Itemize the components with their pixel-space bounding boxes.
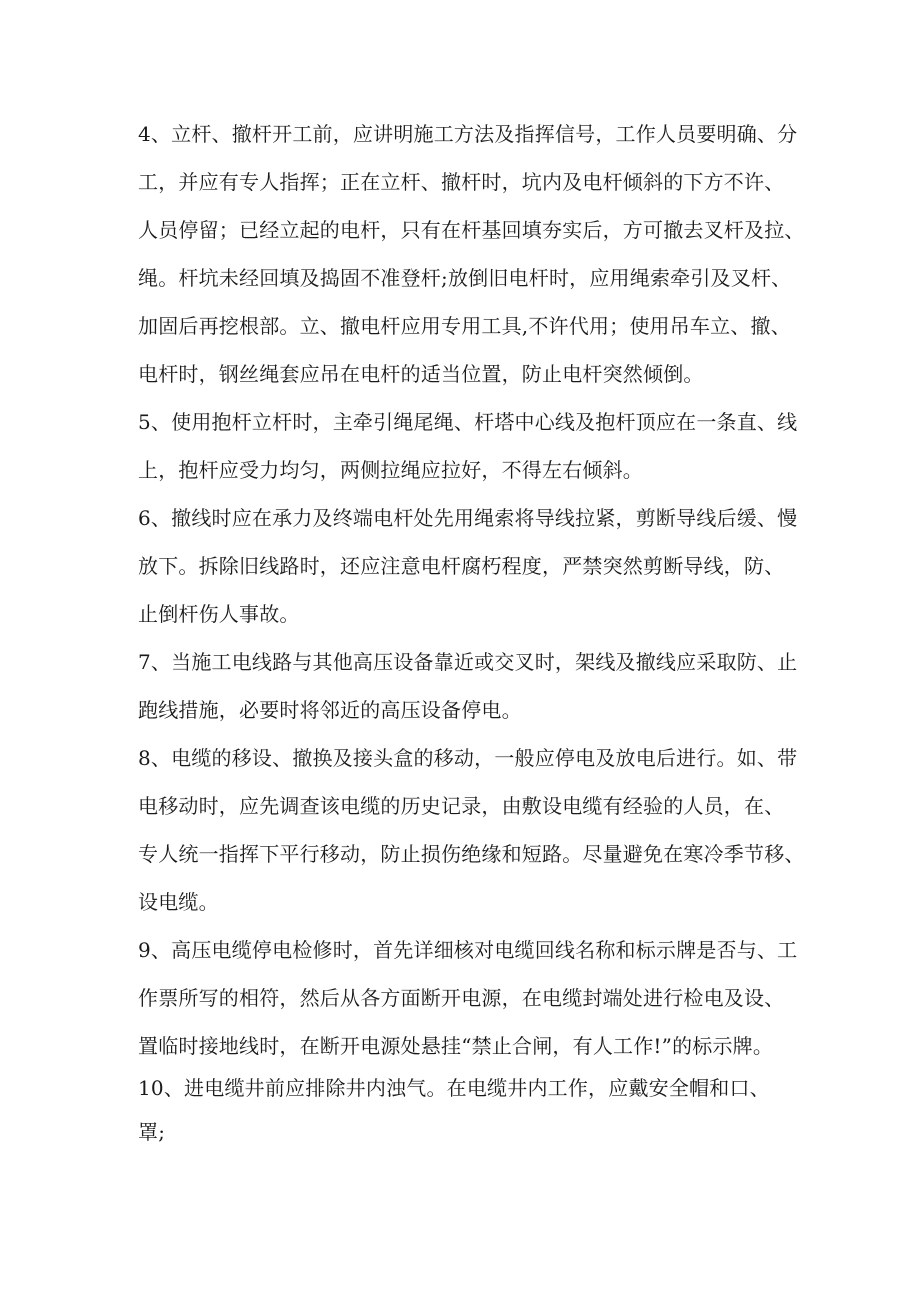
text-line: 4、立杆、撤杆开工前，应讲明施工方法及指挥信号，工作人员要明确、分: [138, 122, 798, 146]
text-line: 放下。拆除旧线路时，还应注意电杆腐朽程度，严禁突然剪断导线，防、: [138, 554, 785, 578]
text-line: 9、高压电缆停电检修时，首先详细核对电缆回线名称和标示牌是否与、工: [138, 938, 798, 962]
text-line: 罩;: [138, 1120, 166, 1144]
text-line: 跑线措施，必要时将邻近的高压设备停电。: [138, 698, 522, 722]
text-line: 设电缆。: [138, 890, 219, 914]
text-line: 6、撤线时应在承力及终端电杆处先用绳索将导线拉紧，剪断导线后缓、慢: [138, 506, 798, 530]
text-line: 作票所写的相符，然后从各方面断开电源，在电缆封端处进行检电及设、: [138, 986, 785, 1010]
text-line: 7、当施工电线路与其他高压设备靠近或交叉时，架线及撤线应采取防、止: [138, 650, 798, 674]
text-line: 加固后再挖根部。立、撤电杆应用专用工具,不许代用；使用吊车立、撤、: [138, 314, 791, 338]
text-line: 上，抱杆应受力均匀，两侧拉绳应拉好，不得左右倾斜。: [138, 458, 643, 482]
text-line: 电杆时，钢丝绳套应吊在电杆的适当位置，防止电杆突然倾倒。: [138, 362, 704, 386]
text-line: 10、进电缆井前应排除井内浊气。在电缆井内工作，应戴安全帽和口、: [138, 1076, 770, 1100]
text-line: 置临时接地线时，在断开电源处悬挂“禁止合闸，有人工作!”的标示牌。: [138, 1034, 774, 1058]
text-line: 专人统一指挥下平行移动，防止损伤绝缘和短路。尽量避免在寒冷季节移、: [138, 842, 805, 866]
text-line: 止倒杆伤人事故。: [138, 602, 300, 626]
text-line: 8、电缆的移设、撤换及接头盒的移动，一般应停电及放电后进行。如、带: [138, 746, 798, 770]
text-line: 电移动时，应先调查该电缆的历史记录，由敷设电缆有经验的人员，在、: [138, 794, 785, 818]
text-line: 工，并应有专人指挥；正在立杆、撤杆时，坑内及电杆倾斜的下方不许、: [138, 170, 785, 194]
text-line: 5、使用抱杆立杆时，主牵引绳尾绳、杆塔中心线及抱杆顶应在一条直、线: [138, 410, 798, 434]
text-line: 人员停留；已经立起的电杆，只有在杆基回填夯实后，方可撤去叉杆及拉、: [138, 218, 805, 242]
text-line: 绳。杆坑未经回填及捣固不准登杆;放倒旧电杆时，应用绳索牵引及叉杆、: [138, 266, 792, 290]
